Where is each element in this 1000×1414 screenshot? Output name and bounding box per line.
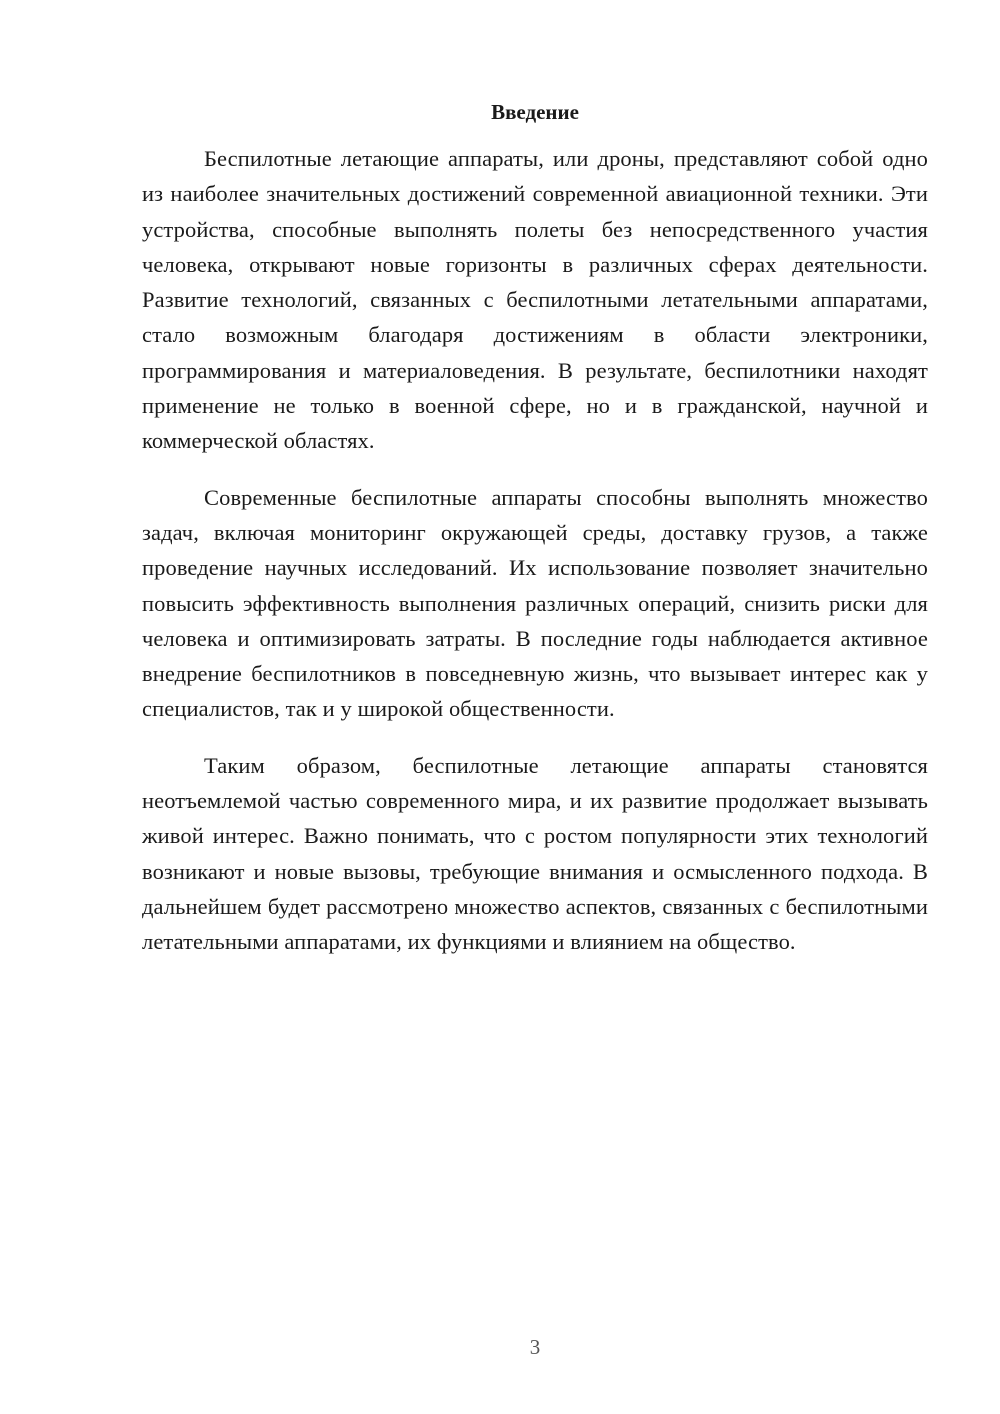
paragraph-2: Современные беспилотные аппараты способны выполнять множество задач, включая мониторинг окружающей среды, доставку грузов, а также проведение научных исследований. Их использование позволяет значительно повысить эффективность выполнения различных операций, снизить риски для человека и оптимизировать затраты. В последние годы наблюдается активное внедрение беспилотников в повседневную жизнь, что вызывает интерес как у специалистов, так и у широкой общественности.	[142, 484, 928, 722]
paragraph-3: Таким образом, беспилотные летающие аппараты становятся неотъемлемой частью современного мира, и их развитие продолжает вызывать живой интерес. Важно понимать, что с ростом популярности этих технологий возникают и новые вызовы, требующие внимания и осмысленного подхода. В дальнейшем будет рассмотрено множество аспектов, связанных с беспилотными летательными аппаратами, их функциями и влиянием на общество.	[142, 752, 928, 955]
page-title: Введение	[491, 100, 579, 124]
page-number: 3	[529, 1335, 541, 1359]
paragraph-1: Беспилотные летающие аппараты, или дроны, представляют собой одно из наиболее значительных достижений современной авиационной техники. Эти устройства, способные выполнять полеты без непосредственного участия человека, открывают новые горизонты в различных сферах деятельности. Развитие технологий, связанных с беспилотными летательными аппаратами, стало возможным благодаря достижениям в области электроники, программирования и материаловедения. В результате, беспилотники находят применение не только в военной сфере, но и в гражданской, научной и коммерческой областях.	[142, 146, 928, 454]
body-text	[142, 141, 928, 981]
